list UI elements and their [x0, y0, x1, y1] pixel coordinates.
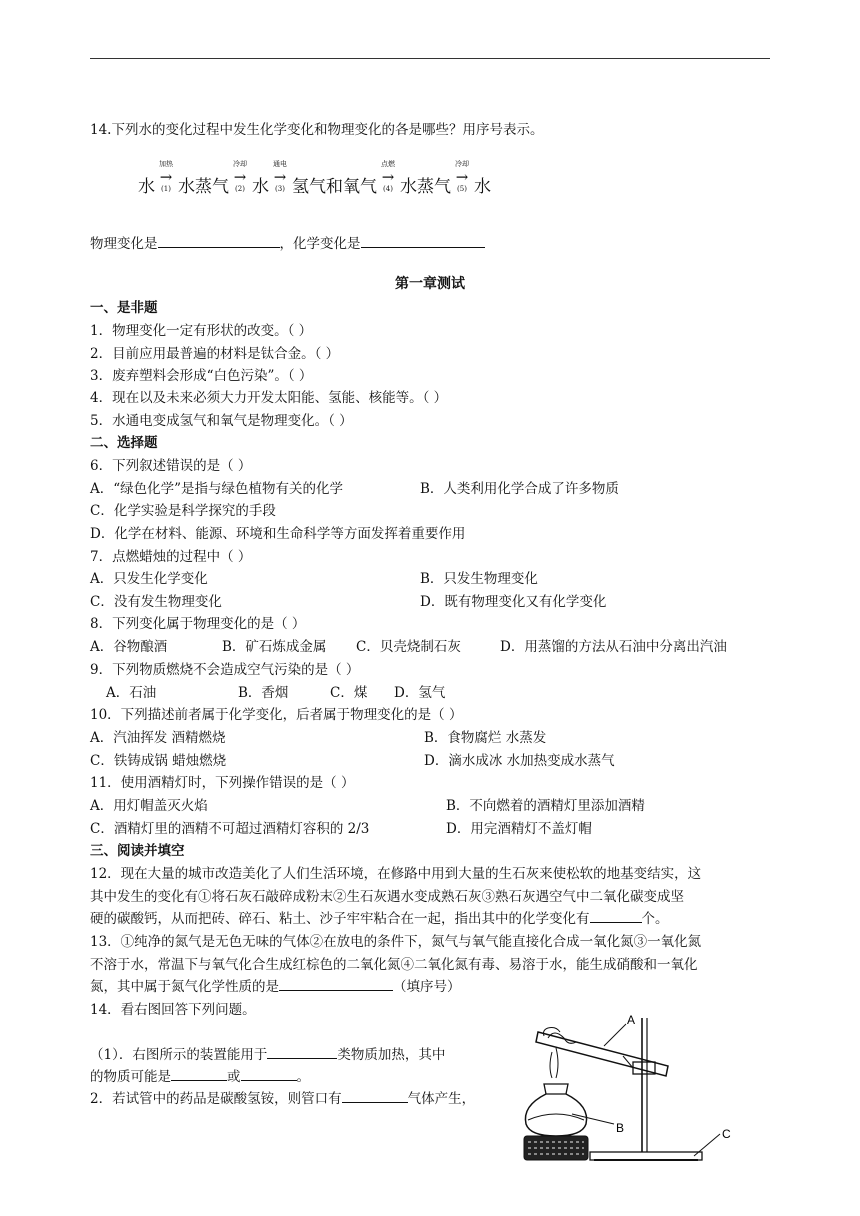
q6-option-b: B．人类利用化学合成了许多物质 — [420, 481, 619, 497]
arrow-condition: 加热 — [159, 160, 173, 168]
arrow-condition: 冷却 — [233, 160, 247, 168]
q8-option-a: A．谷物酿酒 — [90, 639, 168, 655]
q11-option-b: B．不向燃着的酒精灯里添加酒精 — [446, 798, 645, 814]
arrow-icon: → — [233, 168, 247, 186]
q14-part1-blank-3[interactable] — [241, 1066, 297, 1081]
chain-arrow — [156, 160, 176, 194]
chain-arrow — [270, 160, 290, 194]
q10-option-d: D．滴水成冰 水加热变成水蒸气 — [424, 753, 615, 769]
physical-label: 物理变化是 — [90, 236, 158, 252]
arrow-number: (1) — [161, 185, 171, 193]
section-3-heading: 三、阅读并填空 — [90, 843, 185, 859]
q14-part1-blank-2[interactable] — [171, 1066, 227, 1081]
figure-label-a: A — [627, 1013, 636, 1027]
q14-part1-end: 。 — [296, 1069, 310, 1085]
q10-option-b: B．食物腐烂 水蒸发 — [424, 730, 547, 746]
chain-substance: 水 — [474, 177, 491, 197]
q9-option-c: C．煤 — [330, 685, 368, 701]
q9-option-b: B．香烟 — [238, 685, 289, 701]
arrow-condition: 冷却 — [455, 160, 469, 168]
arrow-number: (3) — [275, 185, 285, 193]
header-rule — [90, 58, 770, 59]
q12-line: 12．现在大量的城市改造美化了人们生活环境，在修路中用到大量的生石灰来使松软的地基变结实，这 — [90, 866, 702, 882]
arrow-number: (2) — [235, 185, 245, 193]
q14-part2-line — [90, 1087, 475, 1107]
q11-option-c: C．酒精灯里的酒精不可超过酒精灯容积的 2/3 — [90, 821, 370, 837]
q8-stem: 8．下列变化属于物理变化的是（ ） — [90, 616, 306, 632]
section-2-heading: 二、选择题 — [90, 435, 158, 451]
q10-option-c: C．铁铸成锅 蜡烛燃烧 — [90, 753, 227, 769]
arrow-condition: 通电 — [273, 160, 287, 168]
q14-part2-blank[interactable] — [342, 1088, 408, 1103]
q11-option-a: A．用灯帽盖灭火焰 — [90, 798, 208, 814]
test-title: 第一章测试 — [395, 276, 465, 292]
q6-option-a: A．“绿色化学”是指与绿色植物有关的化学 — [90, 481, 344, 497]
section-1-heading: 一、是非题 — [90, 300, 158, 316]
q13-text: 氮，其中属于氮气化学性质的是 — [90, 979, 279, 995]
q8-option-d: D．用蒸馏的方法从石油中分离出汽油 — [500, 639, 727, 655]
q14-part1-text-2: 类物质加热，其中 — [337, 1047, 446, 1063]
tf-item: 3．废弃塑料会形成“白色污染”。（ ） — [90, 368, 313, 384]
tf-item: 5．水通电变成氢气和氧气是物理变化。（ ） — [90, 413, 353, 429]
q14-part2-text: 2．若试管中的药品是碳酸氢铵，则管口有 — [90, 1091, 342, 1107]
q8-option-b: B．矿石炼成金属 — [222, 639, 327, 655]
tf-item: 2．目前应用最普遍的材料是钛合金。（ ） — [90, 346, 340, 362]
arrow-icon: → — [273, 168, 287, 186]
q6-option-d: D．化学在材料、能源、环境和生命科学等方面发挥着重要作用 — [90, 526, 466, 542]
q13-suffix: （填序号） — [393, 979, 461, 995]
tf-item: 1．物理变化一定有形状的改变。（ ） — [90, 323, 313, 339]
q14-part1-or: 或 — [227, 1069, 241, 1085]
q6-option-c: C．化学实验是科学探究的手段 — [90, 503, 276, 519]
q9-option-d: D．氢气 — [394, 685, 446, 701]
figure-label-b: B — [616, 1121, 625, 1135]
q8-option-c: C．贝壳烧制石灰 — [356, 639, 461, 655]
chain-arrow — [230, 160, 250, 194]
heating-apparatus-figure — [508, 1012, 758, 1172]
q13-blank[interactable] — [279, 976, 393, 991]
q7-option-a: A．只发生化学变化 — [90, 571, 208, 587]
q14-part1-text: （1）．右图所示的装置能用于 — [90, 1047, 268, 1063]
q6-stem: 6．下列叙述错误的是（ ） — [90, 458, 252, 474]
q14-stem: 14．看右图回答下列问题。 — [90, 1002, 256, 1018]
arrow-icon: → — [159, 168, 173, 186]
q13-line — [90, 975, 461, 995]
chain-substance: 水 — [138, 177, 155, 197]
q7-option-c: C．没有发生物理变化 — [90, 594, 222, 610]
q14-top-answer — [90, 232, 485, 252]
arrow-icon: → — [455, 168, 469, 186]
q14-part1-text-3: 的物质可能是 — [90, 1069, 171, 1085]
chain-substance: 水蒸气 — [400, 177, 451, 197]
q7-stem: 7．点燃蜡烛的过程中（ ） — [90, 549, 252, 565]
q9-option-a: A．石油 — [106, 685, 157, 701]
q11-stem: 11．使用酒精灯时，下列操作错误的是（ ） — [90, 775, 355, 791]
q12-suffix: 个。 — [641, 911, 669, 927]
q14-part2-suffix: 气体产生， — [407, 1091, 476, 1107]
arrow-condition: 点燃 — [381, 160, 395, 168]
q14-part1-blank-1[interactable] — [267, 1044, 337, 1059]
q12-line: 其中发生的变化有①将石灰石敲碎成粉末②生石灰遇水变成熟石灰③熟石灰遇空气中二氧化碳变成坚 — [90, 889, 684, 905]
chain-substance: 水蒸气 — [178, 177, 229, 197]
q11-option-d: D．用完酒精灯不盖灯帽 — [446, 821, 592, 837]
physical-blank[interactable] — [158, 233, 280, 248]
tf-item: 4．现在以及未来必须大力开发太阳能、氢能、核能等。（ ） — [90, 390, 448, 406]
arrow-icon: → — [381, 168, 395, 186]
chain-arrow — [378, 160, 398, 194]
q12-line — [90, 907, 669, 927]
q12-text: 硬的碳酸钙，从而把砖、碎石、粘土、沙子牢牢粘合在一起，指出其中的化学变化有 — [90, 911, 590, 927]
q12-blank[interactable] — [590, 908, 642, 923]
chain-arrow — [452, 160, 472, 194]
chain-substance: 氢气和氧气 — [292, 177, 377, 197]
q10-stem: 10．下列描述前者属于化学变化，后者属于物理变化的是（ ） — [90, 707, 463, 723]
q7-option-d: D．既有物理变化又有化学变化 — [420, 594, 607, 610]
q14-part1-line2 — [90, 1065, 310, 1085]
chemical-label: ，化学变化是 — [279, 236, 361, 252]
arrow-number: (4) — [383, 185, 393, 193]
figure-label-c: C — [722, 1127, 731, 1141]
q9-stem: 9．下列物质燃烧不会造成空气污染的是（ ） — [90, 662, 360, 678]
q7-option-b: B．只发生物理变化 — [420, 571, 538, 587]
q10-option-a: A．汽油挥发 酒精燃烧 — [90, 730, 226, 746]
arrow-number: (5) — [457, 185, 467, 193]
q14-top-text: 14.下列水的变化过程中发生化学变化和物理变化的各是哪些？用序号表示。 — [90, 122, 544, 138]
q13-line: 13．①纯净的氮气是无色无味的气体②在放电的条件下，氮气与氧气能直接化合成一氧化氮③一氧化氮 — [90, 934, 702, 950]
chemical-blank[interactable] — [361, 233, 485, 248]
q14-part1-line1 — [90, 1043, 445, 1063]
chain-substance: 水 — [252, 177, 269, 197]
q13-line: 不溶于水，常温下与氧气化合生成红棕色的二氧化氮④二氧化氮有毒、易溶于水，能生成硝酸和一氧化 — [90, 957, 698, 973]
